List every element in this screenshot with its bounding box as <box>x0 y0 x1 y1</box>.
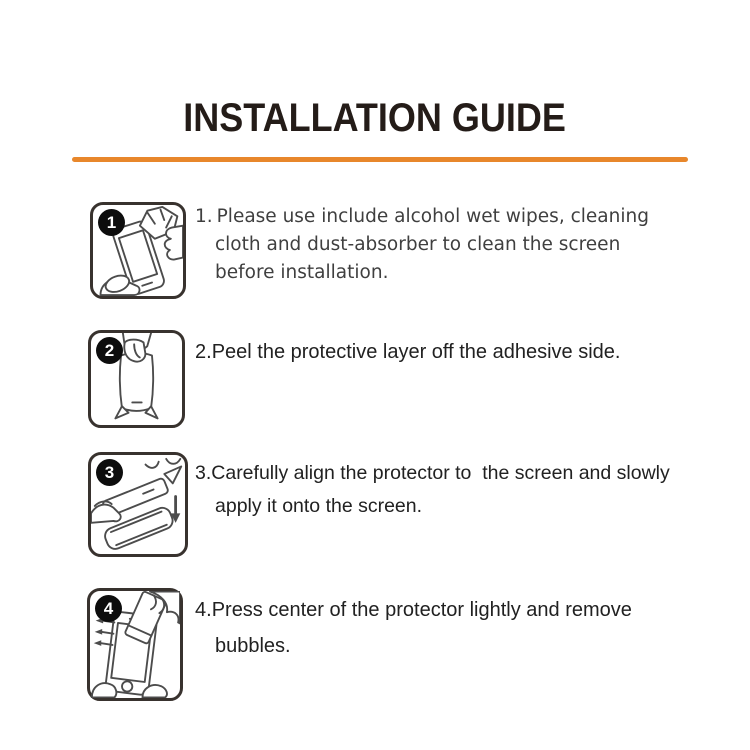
step1-number-badge: 1 <box>98 209 125 236</box>
step1-marker: 1. <box>195 206 213 227</box>
step2-number-badge: 2 <box>96 337 123 364</box>
step4-line1: Press center of the protector lightly and remove <box>211 599 632 621</box>
step4-text <box>195 592 735 664</box>
step4-illustration-box <box>87 588 183 701</box>
step3-line2: apply it onto the screen. <box>215 495 423 517</box>
step4-number-badge: 4 <box>95 595 122 622</box>
step1-text <box>195 203 725 287</box>
step3-number-badge: 3 <box>96 459 123 486</box>
title-divider <box>72 157 688 162</box>
step3-illustration-box <box>88 452 188 557</box>
step2-illustration-box <box>88 330 185 428</box>
step1-line3: before installation. <box>215 262 389 283</box>
step2-line1: Peel the protective layer off the adhesive side. <box>211 341 621 363</box>
step1-illustration-box <box>90 202 186 299</box>
step4-marker: 4. <box>195 599 212 621</box>
step1-line1: Please use include alcohol wet wipes, cleaning <box>216 206 649 227</box>
page-title: INSTALLATION GUIDE <box>183 96 567 140</box>
header <box>0 96 750 141</box>
step2-marker: 2. <box>195 341 212 363</box>
step4-line2: bubbles. <box>215 635 291 657</box>
step3-marker: 3. <box>195 462 212 484</box>
step2-text <box>195 337 735 367</box>
step3-line1: Carefully align the protector to the screen and slowly <box>211 462 670 484</box>
step3-text <box>195 457 735 523</box>
step1-line2: cloth and dust-absorber to clean the screen <box>215 234 621 255</box>
